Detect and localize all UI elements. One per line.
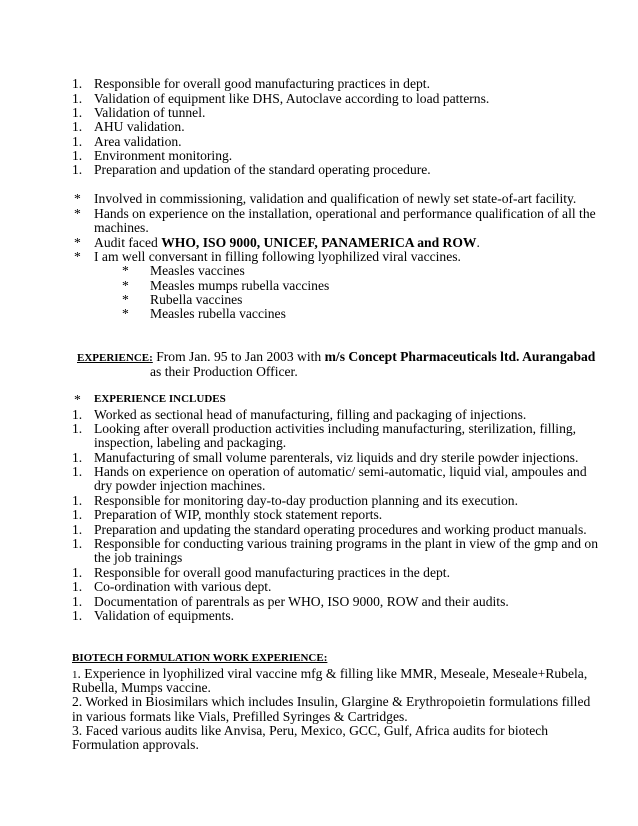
list-marker: 1. — [72, 450, 83, 465]
list-item-text: Responsible for conducting various training programs in the plant in view of the gmp and on — [94, 536, 599, 551]
list-marker: 1. — [72, 407, 83, 422]
experience-company: m/s Concept Pharmaceuticals ltd. Aurangabad — [324, 349, 596, 364]
paragraph-body: . Experience in lyophilized viral vaccine mfg & filling like MMR, Meseale, Meseale+Rubela, — [77, 666, 588, 681]
experience-label: EXPERIENCE: — [77, 352, 153, 364]
star-item-text: Hands on experience on the installation, operational and performance qualification of all the — [94, 206, 596, 221]
paragraph-text: in various formats like Vials, Prefilled Syringes & Cartridges. — [72, 709, 408, 724]
list-item-text: Co-ordination with various dept. — [94, 579, 272, 594]
list-marker: 1. — [72, 507, 83, 522]
list-item-text: the job trainings — [94, 550, 183, 565]
list-item-text: Worked as sectional head of manufacturing, filling and packaging of injections. — [94, 407, 527, 422]
star-marker: * — [74, 206, 81, 221]
list-item-text: Responsible for overall good manufacturing practices in the dept. — [94, 565, 450, 580]
list-item-text: Preparation and updation of the standard operating procedure. — [94, 162, 431, 177]
list-marker: 1. — [72, 536, 83, 551]
list-item-text: Looking after overall production activities including manufacturing, sterilization, filling, — [94, 421, 577, 436]
list-marker: 1. — [72, 148, 83, 163]
list-item-text: Responsible for overall good manufacturing practices in dept. — [94, 76, 430, 91]
list-item-text: Validation of tunnel. — [94, 105, 206, 120]
paragraph-text: Formulation approvals. — [72, 737, 199, 752]
audit-prefix: Audit faced — [94, 235, 162, 250]
star-marker: * — [122, 306, 129, 321]
paragraph-number: 1 — [72, 669, 78, 681]
vaccine-text: Measles vaccines — [150, 263, 245, 278]
list-item-text: Preparation and updating the standard operating procedures and working product manuals. — [94, 522, 587, 537]
audit-suffix: . — [476, 235, 480, 250]
list-marker: 1. — [72, 105, 83, 120]
vaccine-text: Rubella vaccines — [150, 292, 243, 307]
list-item-text: Responsible for monitoring day-to-day production planning and its execution. — [94, 493, 518, 508]
star-marker: * — [74, 191, 81, 206]
star-marker: * — [74, 235, 81, 250]
list-marker: 1. — [72, 91, 83, 106]
list-marker: 1. — [72, 421, 83, 436]
list-marker: 1. — [72, 134, 83, 149]
vaccine-text: Measles rubella vaccines — [150, 306, 286, 321]
list-item-text: Hands on experience on operation of automatic/ semi-automatic, liquid vial, ampoules and — [94, 464, 587, 479]
experience-includes-heading: EXPERIENCE INCLUDES — [94, 393, 226, 405]
paragraph-text: Rubella, Mumps vaccine. — [72, 680, 211, 695]
list-item-text: inspection, labeling and packaging. — [94, 435, 287, 450]
star-item-text — [94, 235, 480, 250]
list-item-text: Manufacturing of small volume parenterals, viz liquids and dry sterile powder injections. — [94, 450, 579, 465]
paragraph-text: 3. Faced various audits like Anvisa, Peru, Mexico, GCC, Gulf, Africa audits for biotech — [72, 723, 549, 738]
list-marker: 1. — [72, 464, 83, 479]
list-item-text: Documentation of parentrals as per WHO, ISO 9000, ROW and their audits. — [94, 594, 509, 609]
vaccine-text: Measles mumps rubella vaccines — [150, 278, 330, 293]
experience-period: From Jan. 95 to Jan 2003 with — [152, 349, 325, 364]
list-marker: 1. — [72, 608, 83, 623]
list-item-text: Validation of equipments. — [94, 608, 235, 623]
list-marker: 1. — [72, 76, 83, 91]
list-marker: 1. — [72, 162, 83, 177]
star-marker: * — [122, 263, 129, 278]
list-marker: 1. — [72, 594, 83, 609]
star-marker: * — [122, 292, 129, 307]
list-marker: 1. — [72, 522, 83, 537]
list-marker: 1. — [72, 493, 83, 508]
biotech-heading: BIOTECH FORMULATION WORK EXPERIENCE: — [72, 652, 328, 664]
list-item-text: dry powder injection machines. — [94, 478, 266, 493]
star-marker: * — [74, 392, 81, 407]
experience-role: as their Production Officer. — [150, 364, 298, 379]
list-marker: 1. — [72, 565, 83, 580]
star-item-text: Involved in commissioning, validation and qualification of newly set state-of-art facility. — [94, 191, 577, 206]
star-marker: * — [122, 278, 129, 293]
list-item-text: Validation of equipment like DHS, Autoclave according to load patterns. — [94, 91, 490, 106]
paragraph-text: 2. Worked in Biosimilars which includes Insulin, Glargine & Erythropoietin formulations filled — [72, 694, 591, 709]
audit-bodies: WHO, ISO 9000, UNICEF, PANAMERICA and ROW — [161, 235, 477, 250]
star-item-text: machines. — [94, 220, 149, 235]
list-item-text: Area validation. — [94, 134, 182, 149]
list-item-text: Preparation of WIP, monthly stock statement reports. — [94, 507, 383, 522]
list-marker: 1. — [72, 579, 83, 594]
list-item-text: AHU validation. — [94, 119, 185, 134]
list-item-text: Environment monitoring. — [94, 148, 233, 163]
list-marker: 1. — [72, 119, 83, 134]
star-marker: * — [74, 249, 81, 264]
star-item-text: I am well conversant in filling following lyophilized viral vaccines. — [94, 249, 461, 264]
